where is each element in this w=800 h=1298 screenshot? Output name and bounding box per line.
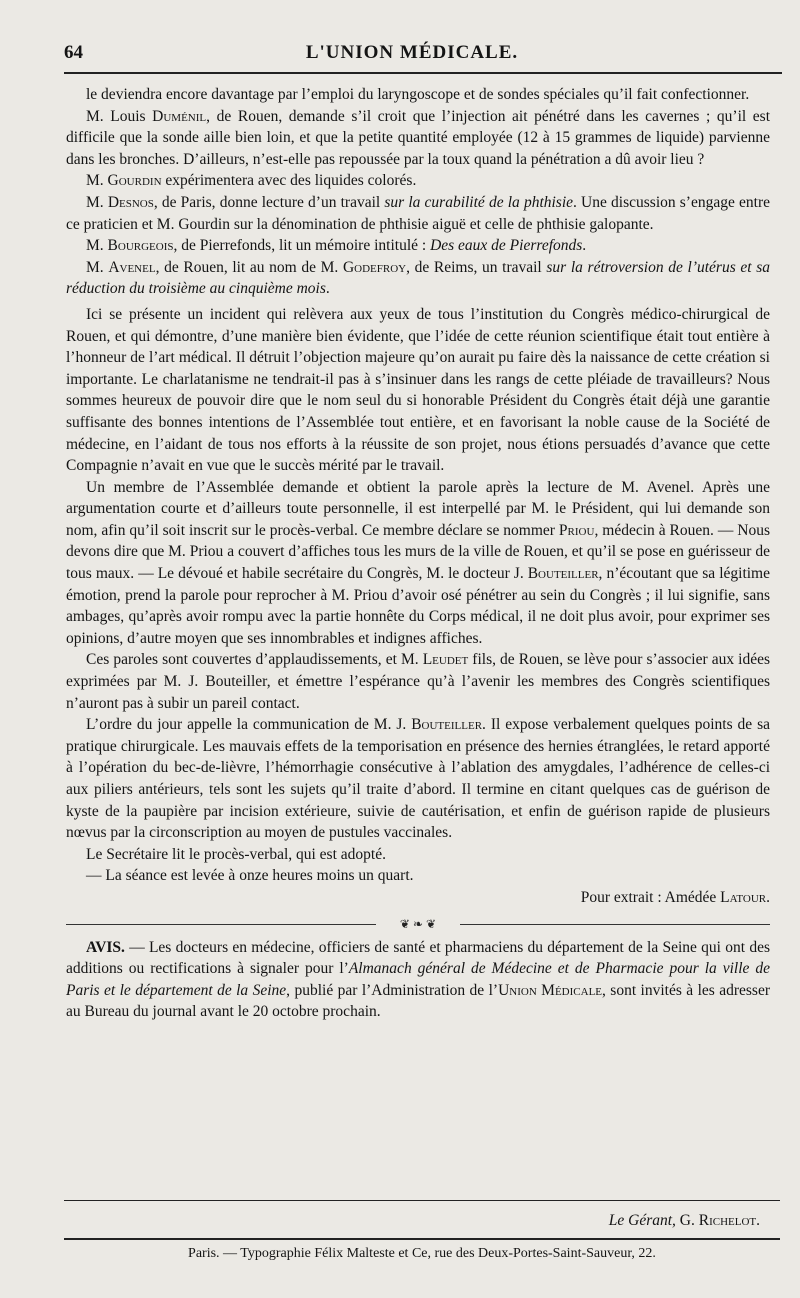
notice-paragraph <box>66 937 770 1023</box>
person-name: Union Médicale <box>498 981 603 999</box>
paragraph <box>66 192 770 235</box>
text-run: M. <box>86 193 108 211</box>
italic-text: sur la rétroversion de l’utérus et sa réduction du troisième au cinquième mois <box>66 258 770 298</box>
paragraph <box>66 170 770 192</box>
text-run: le deviendra encore davantage par l’emploi du laryngoscope et de sondes spéciales qu’il fait confectionner. <box>86 86 750 103</box>
italic-text: Des eaux de Pierrefonds <box>430 237 583 255</box>
text-run: Le Secrétaire lit le procès-verbal, qui est adopté. <box>86 845 386 863</box>
signature-suffix: . <box>766 888 770 906</box>
imprint-rule <box>64 1238 780 1240</box>
text-run: . <box>325 280 330 298</box>
text-run: Ces paroles sont couvertes d’applaudissements, et M. <box>86 651 423 669</box>
text-run: , publié par l’Administration de l’ <box>286 981 499 999</box>
person-name: Avenel <box>108 258 156 276</box>
person-name: Bouteiller <box>411 716 483 734</box>
person-name: Duménil <box>152 107 207 125</box>
text-run: , sont invités à les adresser au Bureau du journal avant le 20 octobre prochain. <box>66 981 770 1021</box>
manager-name: G. Richelot. <box>679 1212 760 1229</box>
text-run: fils, de Rouen, se lève pour s’associer aux idées exprimées par M. J. Bouteiller, et émettre l’espérance qu’à l’avenir les membres des Congrès scientifiques n’auront pas à subir un pareil contact. <box>66 651 770 712</box>
text-run: Un membre de l’Assemblée demande et obtient la parole après la lecture de M. Avenel. Après une argumentation courte et d’ailleurs toute personnelle, il est interpellé par M. le Président, qui lui demande son nom, afin qu’il soit inscrit sur le procès-verbal. Ce membre déclare se nommer <box>66 478 770 539</box>
person-name: Bourgeois <box>107 237 174 255</box>
person-name: Priou <box>558 521 595 539</box>
signature-prefix: Pour extrait : Amédée <box>580 888 721 906</box>
text-run: L’ordre du jour appelle la communication de M. J. <box>86 716 412 734</box>
text-run: M. <box>86 258 109 276</box>
signature-name: Latour <box>720 888 767 906</box>
footer-rule <box>64 1200 780 1201</box>
paragraph <box>66 714 770 844</box>
person-name: Desnos <box>107 193 154 211</box>
person-name: Godefroy <box>342 258 407 276</box>
paragraph <box>66 304 770 477</box>
article-body <box>66 84 770 1023</box>
printer-imprint: Paris. — Typographie Félix Malteste et Ce, rue des Deux-Portes-Saint-Sauveur, 22. <box>188 1246 656 1261</box>
text-run: , de Paris, donne lecture d’un travail <box>153 193 385 211</box>
paragraph <box>66 477 770 650</box>
text-run: , de Reims, un travail <box>406 258 547 276</box>
paragraph <box>66 84 770 106</box>
paragraph <box>66 649 770 714</box>
ornamental-divider <box>66 917 770 931</box>
header-rule <box>64 72 782 74</box>
page-number: 64 <box>64 42 83 63</box>
text-run: . Il expose verbalement quelques points de sa pratique chirurgicale. Les mauvais effets de la temporisation en présence des hernies étranglées, le retard apporté à l’opération du bec-de-lièvre, l’hémorrhagie consécutive à l’ablation des amygdales, l’adhérence de celles-ci aux piliers antérieurs, tels sont les sujets qu’il traite d’abord. Il termine en citant quelques cas de guérison de kyste de la paupière par incision extérieure, suivie de cautérisation, et enfin de guérison rapide de plusieurs nœvus par la circonscription au moyen de pustules vaccinales. <box>66 716 770 842</box>
person-name: Leudet <box>422 651 469 669</box>
person-name: Bouteiller <box>527 565 599 583</box>
divider-ornament: ❦ ❧ ❦ <box>376 917 460 931</box>
paragraph <box>66 865 770 887</box>
text-run: , n’écoutant que sa légitime émotion, prend la parole pour reprocher à M. Priou d’avoir osé pénétrer au sein du Congrès ; il lui signifie, sans ambages, qu’après avoir rompu avec la partie honnête du Corps médical, il ne doit plus avoir, pour exprimer ses opinions, d’autre moyen que ses innombrables et indignes affiches. <box>66 565 770 647</box>
text-run: , de Rouen, demande s’il croit que l’injection ait pénétré dans les cavernes ; qu’il est difficile que la sonde aille bien loin, et que la petite quantité employée (12 à 15 grammes de liquide) parvienne dans les bronches. D’ailleurs, n’est-elle pas repoussée par la toux quand la pénétration a dû avoir lieu ? <box>66 107 770 168</box>
text-run: AVIS. <box>86 938 125 956</box>
manager-signature <box>609 1212 760 1230</box>
text-run: expérimentera avec des liquides colorés. <box>161 172 417 190</box>
manager-title: Le Gérant, <box>608 1212 676 1229</box>
text-run: . <box>582 237 587 255</box>
paragraph <box>66 257 770 300</box>
italic-text: Almanach général de Médecine et de Pharmacie pour la ville de Paris et le département de la Seine <box>66 960 770 999</box>
paragraph <box>66 235 770 257</box>
text-run: M. <box>86 172 108 190</box>
text-run: , de Rouen, lit au nom de M. <box>155 258 343 276</box>
paragraph <box>66 106 770 171</box>
text-run: M. Louis <box>86 107 153 125</box>
signature <box>66 887 770 909</box>
text-run: . Une discussion s’engage entre ce praticien et M. Gourdin sur la dénomination de phthisie aiguë et celle de phthisie galopante. <box>66 193 770 233</box>
paragraph-list <box>66 84 770 887</box>
paragraph <box>66 844 770 866</box>
text-run: M. <box>86 237 108 255</box>
text-run: Ici se présente un incident qui relèvera aux yeux de tous l’institution du Congrès médico-chirurgical de Rouen, et qui démontre, d’une manière bien évidente, que l’idée de cette réunion scientifique était tout entière à l’honneur de l’art médical. Il détruit l’objection majeure qu’on aurait pu faire dès la naissance de cette création si importante. Le charlatanisme ne tendrait-il pas à s’insinuer dans les rangs de cette pléiade de travailleurs? Nous sommes heureux de pouvoir dire que le nom seul du si honorable Président du Congrès était déjà une garantie suffisante des bonnes intentions de l’Assemblée tout entière, et en favorisant la noble cause de la Société de médecine, en l’aidant de tous nos efforts à la réussite de son projet, nous étions persuadés d’avance que cette Compagnie n’avait en vue que le succès mérité par le travail. <box>66 305 770 475</box>
page-header <box>64 42 760 72</box>
text-run: , de Pierrefonds, lit un mémoire intitulé : <box>173 237 431 255</box>
text-run: — Les docteurs en médecine, officiers de santé et pharmaciens du département de la Seine qui ont des additions ou rectifications à signaler pour l’ <box>66 938 770 978</box>
person-name: Gourdin <box>107 172 162 190</box>
running-title: L'UNION MÉDICALE. <box>305 42 519 63</box>
text-run: — La séance est levée à onze heures moins un quart. <box>86 867 414 885</box>
text-run: , médecin à Rouen. — Nous devons dire que M. Priou a couvert d’affiches tous les murs de la ville de Rouen, et qu’il se pose en guérisseur de tous maux. — Le dévoué et habile secrétaire du Congrès, M. le docteur J. <box>66 521 771 583</box>
italic-text: sur la curabilité de la phthisie <box>384 193 574 211</box>
